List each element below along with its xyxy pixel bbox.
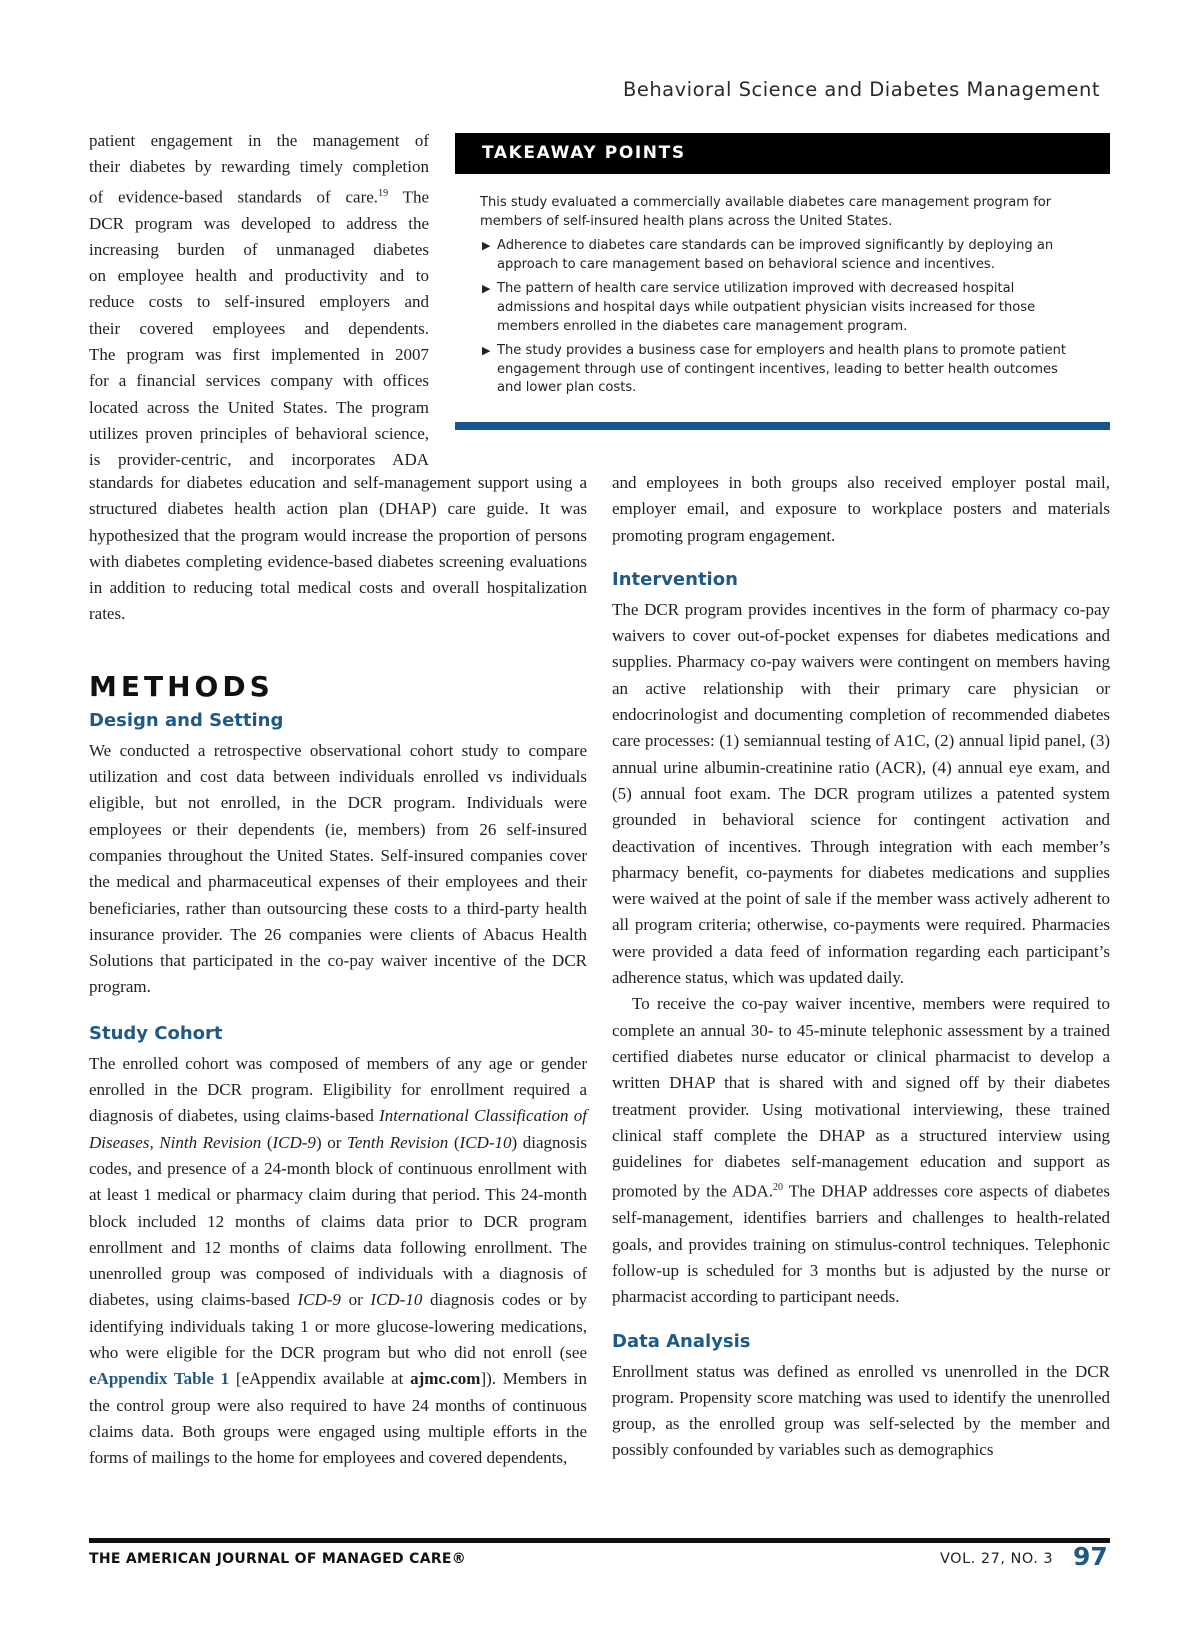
reference-20: 20	[773, 1182, 784, 1194]
triangle-right-icon: ▶	[482, 344, 491, 358]
intro-continuation: standards for diabetes education and self-management support using a structured diabetes health action plan (DHAP) care guide. It was hypothesized that the program would increase the proportion of persons with diabetes completing evidence-based diabetes screening evaluations in addition to reducing total medical costs and overall hospitalization rates.	[89, 473, 587, 624]
page-number: 97	[1073, 1542, 1108, 1571]
footer-rule	[89, 1538, 1110, 1543]
intro-line: utilizes proven principles of behavioral science,	[89, 423, 429, 443]
text: (	[448, 1132, 460, 1152]
takeaway-box	[455, 133, 1110, 433]
takeaway-point	[480, 237, 1085, 274]
takeaway-body	[455, 174, 1110, 398]
intro-line: located across the United States. The program	[89, 397, 429, 417]
text: ]). Members in the control group were also required to have 24 months of continuous claims data. Both groups were engaged using multiple efforts in the forms of mailings to the home for employees and covered dependents,	[89, 1369, 587, 1468]
text: The DHAP addresses core aspects of diabetes self-management, identifies barriers and challenges to health-related goals, and provides training on stimulus-control techniques. Telephonic follow-up is scheduled for 3 months but is adjusted by the nurse or pharmacist according to participant needs.	[612, 1182, 1110, 1307]
analysis-paragraph: Enrollment status was defined as enrolled vs unenrolled in the DCR program. Propensity score matching was used to identify the unenrolled group, as the enrolled group was self-selected by the member and possibly confounded by variables such as demographics	[612, 1361, 1110, 1460]
intro-line: their diabetes by rewarding timely completion	[89, 157, 429, 177]
takeaway-bottom-rule	[455, 422, 1110, 430]
right-column	[612, 470, 1110, 1464]
cohort-heading: Study Cohort	[89, 1022, 223, 1044]
takeaway-point-text: The pattern of health care service utilization improved with decreased hospital admissions and hospital days while outpatient physician visits increased for those members enrolled in the diabetes care management program.	[497, 281, 1036, 334]
volume-issue: VOL. 27, NO. 3	[940, 1551, 1054, 1567]
text: The enrolled cohort was composed of members of any age or gender enrolled in the DCR program. Eligibility for enrollment required a diagnosis of diabetes, using claims-based	[89, 1053, 587, 1126]
eappendix-table-link[interactable]: eAppendix Table 1	[89, 1369, 230, 1389]
italic-term: ICD-9	[272, 1132, 316, 1152]
intervention-heading: Intervention	[612, 568, 738, 590]
intro-line-text: The	[388, 187, 429, 207]
running-head: Behavioral Science and Diabetes Management	[622, 78, 1100, 101]
text: ) or	[315, 1132, 347, 1152]
takeaway-point	[480, 280, 1085, 336]
takeaway-point-text: The study provides a business case for employers and health plans to promote patient engagement through use of contingent incentives, leading to better health outcomes and lower plan costs.	[497, 343, 1067, 396]
intro-line: is provider-centric, and incorporates ADA	[89, 450, 429, 470]
intervention-paragraph-2	[612, 991, 1110, 1310]
intro-line	[89, 181, 429, 211]
intro-top-column	[89, 128, 429, 474]
left-column	[89, 470, 587, 1472]
italic-term: ICD-10	[370, 1290, 423, 1310]
continuation-paragraph: and employees in both groups also received employer postal mail, employer email, and exposure to workplace posters and materials promoting program engagement.	[612, 473, 1110, 545]
takeaway-intro: This study evaluated a commercially available diabetes care management program for members of self-insured health plans across the United States.	[480, 195, 1052, 229]
reference-19: 19	[378, 187, 389, 199]
triangle-right-icon: ▶	[482, 239, 491, 253]
italic-term: ICD-9	[297, 1290, 341, 1310]
ajmc-site-link[interactable]: ajmc.com	[410, 1369, 481, 1389]
design-heading: Design and Setting	[89, 709, 284, 731]
text: diagnosis codes or by identifying individuals taking 1 or more glucose-lowering medications, who were eligible for the DCR program but who did not enroll (see	[89, 1290, 587, 1363]
design-paragraph: We conducted a retrospective observational cohort study to compare utilization and cost data between individuals enrolled vs individuals eligible, but not enrolled, in the DCR program. Individuals were employees or their dependents (ie, members) from 26 self-insured companies throughout the United States. Self-insured companies cover the medical and pharmaceutical expenses of their employees and their beneficiaries, rather than outsourcing these costs to a third-party health insurance provider. The 26 companies were clients of Abacus Health Solutions that participated in the co-pay waiver incentive of the DCR program.	[89, 740, 587, 997]
text: [eAppendix available at	[229, 1369, 411, 1389]
intro-line: The program was first implemented in 2007	[89, 345, 429, 365]
journal-name: THE AMERICAN JOURNAL OF MANAGED CARE®	[89, 1551, 467, 1567]
text: ) diagnosis codes, and presence of a 24-month block of continuous enrollment with at least 1 medical or pharmacy claim during that period. This 24-month block included 12 months of claims data prior to DCR program enrollment and 12 months of claims data following enrollment. The unenrolled group was composed of individuals with a diagnosis of diabetes, using claims-based	[89, 1132, 587, 1310]
intro-line: their covered employees and dependents.	[89, 318, 429, 338]
italic-term: Tenth Revision	[346, 1132, 449, 1152]
intro-line: reduce costs to self-insured employers and	[89, 292, 429, 312]
takeaway-heading: TAKEAWAY POINTS	[455, 133, 1110, 174]
cohort-paragraph	[89, 1051, 587, 1472]
text: To receive the co-pay waiver incentive, members were required to complete an annual 30- to 45-minute telephonic assessment by a trained certified diabetes nurse educator or clinical pharmacist to develop a written DHAP that is shared with and signed off by their diabetes treatment provider. Using motivational interviewing, these trained clinical staff complete the DHAP as a structured interview using guidelines for diabetes self-management education and support as promoted by the ADA.	[612, 994, 1110, 1202]
italic-term: ICD-10	[459, 1132, 512, 1152]
methods-heading: METHODS	[89, 669, 274, 703]
intervention-paragraph-1: The DCR program provides incentives in the form of pharmacy co-pay waivers to cover out-of-pocket expenses for diabetes medications and supplies. Pharmacy co-pay waivers were contingent on members having an active relationship with their primary care physician or endocrinologist and documenting completion of recommended diabetes care processes: (1) semiannual testing of A1C, (2) annual lipid panel, (3) annual urine albumin-creatinine ratio (ACR), (4) annual eye exam, and (5) annual foot exam. The DCR program utilizes a patented system grounded in behavioral science for contingent activation and deactivation of incentives. Through integration with each member’s pharmacy benefit, co-payments for diabetes medications and supplies were waived at the point of sale if the member wass actively adherent to all program criteria; otherwise, co-payments were required. Pharmacies were provided a data feed of information regarding each participant’s adherence status, which was updated daily.	[612, 599, 1110, 988]
italic-term: International Classification of Diseases, Ninth Revision	[89, 1106, 587, 1152]
intro-line: DCR program was developed to address the	[89, 213, 429, 233]
intro-line-text: of evidence-based standards of care.	[89, 187, 379, 207]
takeaway-list	[480, 237, 1085, 398]
intro-line: on employee health and productivity and to	[89, 266, 429, 286]
text: (	[261, 1132, 273, 1152]
intro-line: patient engagement in the management of	[89, 131, 429, 150]
intro-line: for a financial services company with offices	[89, 371, 429, 391]
text: or	[340, 1290, 371, 1310]
takeaway-point-text: Adherence to diabetes care standards can be improved significantly by deploying an approach to care management based on behavioral science and incentives.	[497, 238, 1054, 272]
intro-line: increasing burden of unmanaged diabetes	[89, 239, 429, 259]
takeaway-point	[480, 342, 1085, 398]
triangle-right-icon: ▶	[482, 282, 491, 296]
analysis-heading: Data Analysis	[612, 1330, 751, 1352]
